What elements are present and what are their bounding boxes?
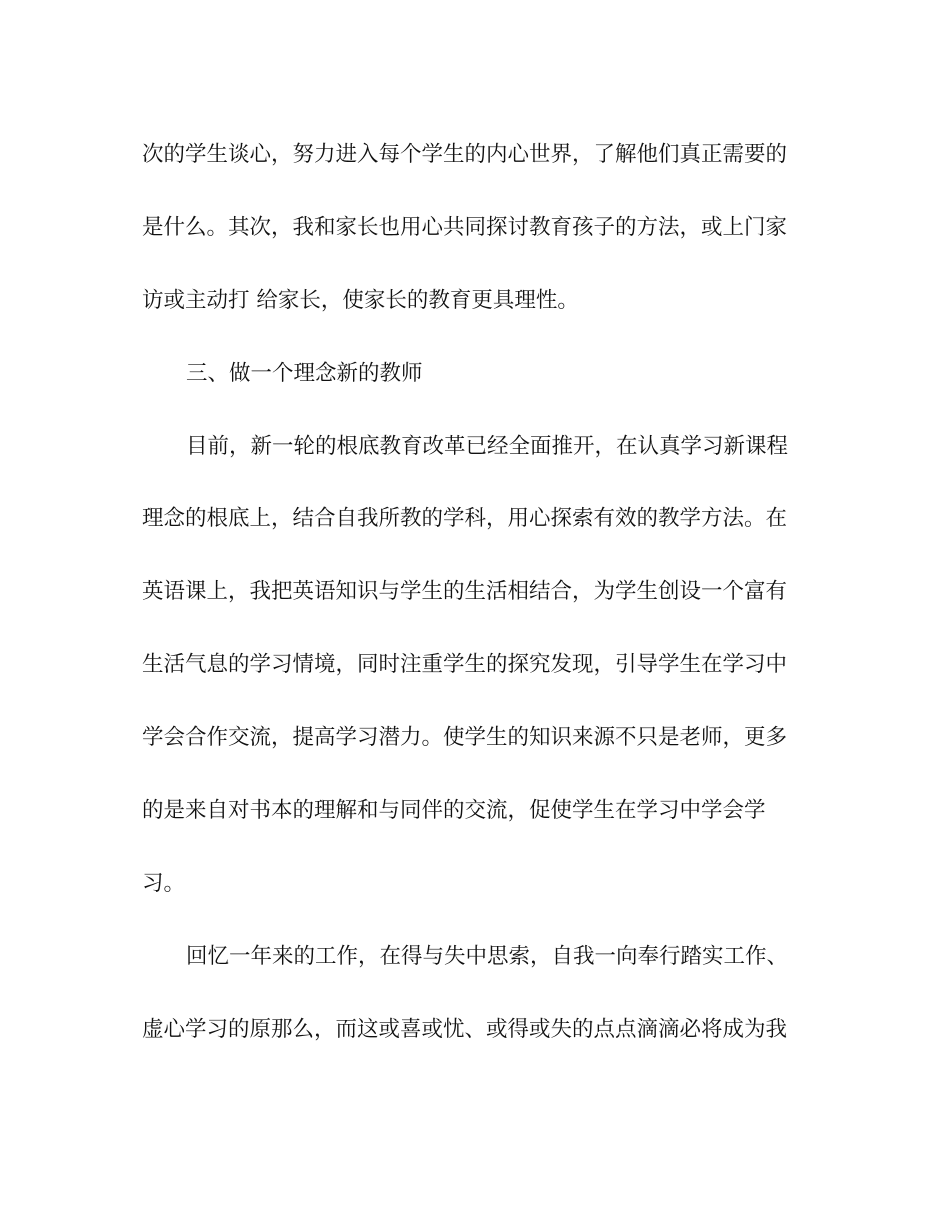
text-line: 回忆一年来的工作，在得与失中思索，自我一向奉行踏实工作、 <box>186 943 789 969</box>
text-line: 次的学生谈心，努力进入每个学生的内心世界，了解他们真正需要的 <box>142 142 788 167</box>
text-line: 英语课上，我把英语知识与学生的生活相结合，为学生创设一个富有 <box>142 579 788 605</box>
text-line: 习。 <box>142 870 186 896</box>
text-line: 是什么。其次，我和家长也用心共同探讨教育孩子的方法，或上门家 <box>142 214 788 240</box>
text-line: 学会合作交流，提高学习潜力。使学生的知识来源不只是老师，更多 <box>142 725 788 751</box>
text-line: 访或主动打 给家长，使家长的教育更具理性。 <box>142 287 579 313</box>
text-line: 目前，新一轮的根底教育改革已经全面推开，在认真学习新课程 <box>186 433 789 459</box>
text-line: 生活气息的学习情境，同时注重学生的探究发现，引导学生在学习中 <box>142 652 788 678</box>
text-line: 理念的根底上，结合自我所教的学科，用心探索有效的教学方法。在 <box>142 506 788 532</box>
section-heading: 三、做一个理念新的教师 <box>186 360 423 386</box>
body-text <box>142 127 802 1075</box>
text-line: 虚心学习的原那么，而这或喜或忧、或得或失的点点滴滴必将成为我 <box>142 1016 788 1042</box>
text-line: 的是来自对书本的理解和与同伴的交流，促使学生在学习中学会学 <box>142 798 766 824</box>
